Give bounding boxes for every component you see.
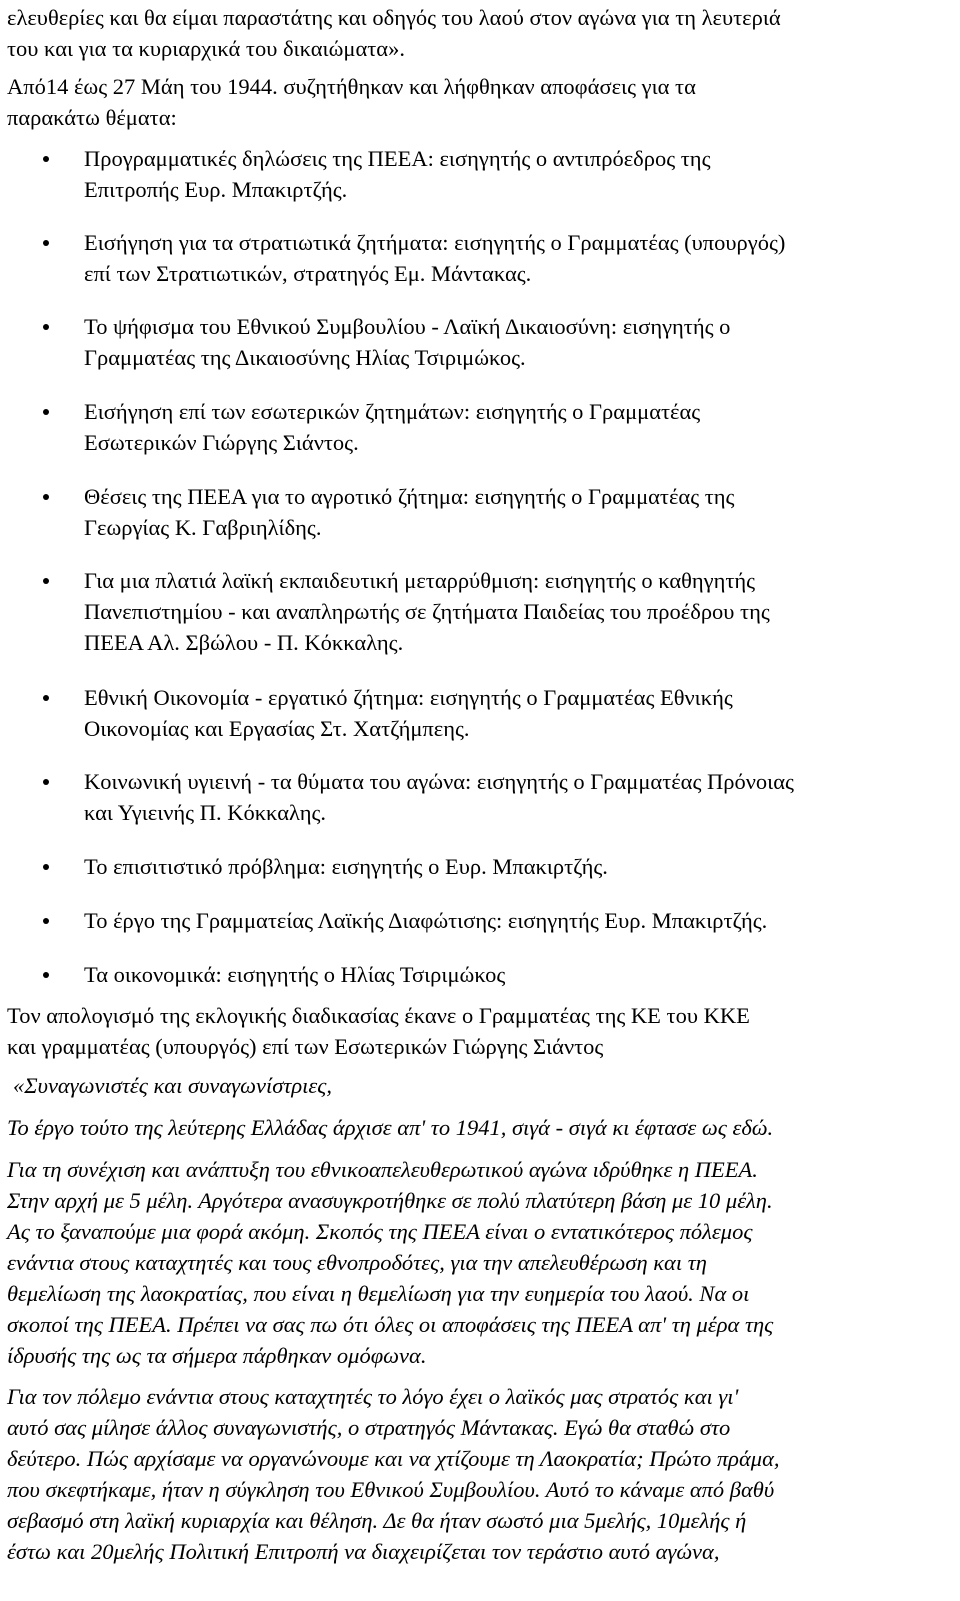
text-line: Το ψήφισμα του Εθνικού Συμβουλίου - Λαϊκή Δικαιοσύνη: εισηγητής ο bbox=[84, 314, 731, 339]
bullet-icon bbox=[43, 240, 49, 246]
list-item bbox=[0, 227, 785, 289]
list-item bbox=[0, 905, 767, 936]
text-line: Ας το ξαναπούμε μια φορά ακόμη. Σκοπός της ΠΕΕΑ είναι ο εντατικότερος πόλεμος bbox=[7, 1219, 753, 1244]
text-line: Εσωτερικών Γιώργης Σιάντος. bbox=[84, 430, 359, 455]
text-line: Προγραμματικές δηλώσεις της ΠΕΕΑ: εισηγητής ο αντιπρόεδρος της bbox=[84, 146, 711, 171]
text-line: Για τη συνέχιση και ανάπτυξη του εθνικοαπελευθερωτικού αγώνα ιδρύθηκε η ΠΕΕΑ. bbox=[7, 1157, 758, 1182]
bullet-icon bbox=[43, 918, 49, 924]
list-item bbox=[0, 565, 770, 658]
text-line: Οικονομίας και Εργασίας Στ. Χατζήμπεης. bbox=[84, 716, 470, 741]
text-line: Τα οικονομικά: εισηγητής ο Ηλίας Τσιριμώκος bbox=[84, 962, 506, 987]
text-line: Στην αρχή με 5 μέλη. Αργότερα ανασυγκροτήθηκε σε πολύ πλατύτερη βάση με 10 μέλη. bbox=[7, 1188, 773, 1213]
election-report-paragraph bbox=[0, 1000, 760, 1062]
bullet-icon bbox=[43, 779, 49, 785]
text-line: Εισήγηση για τα στρατιωτικά ζητήματα: εισηγητής ο Γραμματέας (υπουργός) bbox=[84, 230, 786, 255]
list-item bbox=[0, 311, 730, 373]
text-line: Γεωργίας Κ. Γαβριηλίδης. bbox=[84, 515, 322, 540]
text-line: σκοποί της ΠΕΕΑ. Πρέπει να σας πω ότι όλες οι αποφάσεις της ΠΕΕΑ απ' τη μέρα της bbox=[7, 1312, 774, 1337]
text-line: αυτό σας μίλησε άλλος συναγωνιστής, ο στρατηγός Μάντακας. Εγώ θα σταθώ στο bbox=[7, 1415, 731, 1440]
list-item bbox=[0, 396, 700, 458]
text-line: έστω και 20μελής Πολιτική Επιτροπή να διαχειρίζεται τον τεράστιο αυτό αγώνα, bbox=[7, 1539, 720, 1564]
bullet-icon bbox=[43, 409, 49, 415]
text-line: Θέσεις της ΠΕΕΑ για το αγροτικό ζήτημα: εισηγητής ο Γραμματέας της bbox=[84, 484, 735, 509]
text-line: και γραμματέας (υπουργός) επί των Εσωτερικών Γιώργης Σιάντος bbox=[7, 1034, 604, 1059]
text-line: Εθνική Οικονομία - εργατικό ζήτημα: εισηγητής ο Γραμματέας Εθνικής bbox=[84, 685, 733, 710]
text-line: Εισήγηση επί των εσωτερικών ζητημάτων: εισηγητής ο Γραμματέας bbox=[84, 399, 701, 424]
list-item bbox=[0, 959, 505, 990]
text-line: Για μια πλατιά λαϊκή εκπαιδευτική μεταρρύθμιση: εισηγητής ο καθηγητής bbox=[84, 568, 756, 593]
text-line: ελευθερίες και θα είμαι παραστάτης και οδηγός του λαού στον αγώνα για τη λευτεριά bbox=[7, 5, 781, 30]
text-line: Γραμματέας της Δικαιοσύνης Ηλίας Τσιριμώκος. bbox=[84, 345, 526, 370]
text-line: δεύτερο. Πώς αρχίσαμε να οργανώνουμε και να χτίζουμε τη Λαοκρατία; Πρώτο πράμα, bbox=[7, 1446, 780, 1471]
text-line: θεμελίωση της λαοκρατίας, που είναι η θεμελίωση για την ευημερία του λαού. Να οι bbox=[7, 1281, 750, 1306]
text-line: Για τον πόλεμο ενάντια στους καταχτητές το λόγο έχει ο λαϊκός μας στρατός και γι' bbox=[7, 1384, 739, 1409]
text-line: ΠΕΕΑ Αλ. Σβώλου - Π. Κόκκαλης. bbox=[84, 630, 404, 655]
bullet-icon bbox=[43, 324, 49, 330]
text-line: Πανεπιστημίου - και αναπληρωτής σε ζητήματα Παιδείας του προέδρου της bbox=[84, 599, 770, 624]
bullet-icon bbox=[43, 156, 49, 162]
text-line: ίδρυσής της ως τα σήμερα πάρθηκαν ομόφωνα. bbox=[7, 1343, 427, 1368]
list-item bbox=[0, 766, 794, 828]
text-line: σεβασμό στη λαϊκή κυριαρχία και θέληση. Δε θα ήταν σωστό μια 5μελής, 10μελής ή bbox=[7, 1508, 747, 1533]
text-line: παρακάτω θέματα: bbox=[7, 105, 177, 130]
list-item bbox=[0, 682, 733, 744]
text-line: του και για τα κυριαρχικά του δικαιώματα». bbox=[7, 36, 405, 61]
text-line: και Υγιεινής Π. Κόκκαλης. bbox=[84, 800, 326, 825]
text-line: Επιτροπής Ευρ. Μπακιρτζής. bbox=[84, 177, 348, 202]
text-line: Από14 έως 27 Μάη του 1944. συζητήθηκαν και λήφθηκαν αποφάσεις για τα bbox=[7, 74, 696, 99]
speech-paragraph-1 bbox=[0, 1112, 783, 1143]
speech-paragraph-3 bbox=[0, 1381, 790, 1567]
text-line: Κοινωνική υγιεινή - τα θύματα του αγώνα: εισηγητής ο Γραμματέας Πρόνοιας bbox=[84, 769, 794, 794]
speech-paragraph-2 bbox=[0, 1154, 783, 1371]
bullet-icon bbox=[43, 864, 49, 870]
text-line: που σκεφτήκαμε, ήταν η σύγκληση του Εθνικού Συμβουλίου. Αυτό το κάναμε από βαθύ bbox=[7, 1477, 775, 1502]
text-line: επί των Στρατιωτικών, στρατηγός Εμ. Μάντακας. bbox=[84, 261, 532, 286]
bullet-icon bbox=[43, 578, 49, 584]
text-line: Το επισιτιστικό πρόβλημα: εισηγητής ο Ευρ. Μπακιρτζής. bbox=[84, 854, 608, 879]
agenda-intro-paragraph bbox=[0, 71, 706, 133]
list-item bbox=[0, 143, 710, 205]
list-item bbox=[0, 851, 608, 882]
text-line: «Συναγωνιστές και συναγωνίστριες, bbox=[13, 1073, 333, 1098]
text-line: Το έργο της Γραμματείας Λαϊκής Διαφώτισης: εισηγητής Ευρ. Μπακιρτζής. bbox=[84, 908, 768, 933]
text-line: ενάντια στους καταχτητές και τους εθνοπροδότες, για την απελευθέρωση και τη bbox=[7, 1250, 707, 1275]
text-line: Το έργο τούτο της λεύτερης Ελλάδας άρχισε απ' το 1941, σιγά - σιγά κι έφτασε ως εδώ. bbox=[7, 1115, 774, 1140]
text-line: Τον απολογισμό της εκλογικής διαδικασίας έκανε ο Γραμματέας της ΚΕ του ΚΚΕ bbox=[7, 1003, 750, 1028]
bullet-icon bbox=[43, 972, 49, 978]
bullet-icon bbox=[43, 494, 49, 500]
list-item bbox=[0, 481, 734, 543]
bullet-icon bbox=[43, 695, 49, 701]
intro-paragraph bbox=[0, 2, 791, 64]
speech-greeting bbox=[6, 1070, 342, 1101]
